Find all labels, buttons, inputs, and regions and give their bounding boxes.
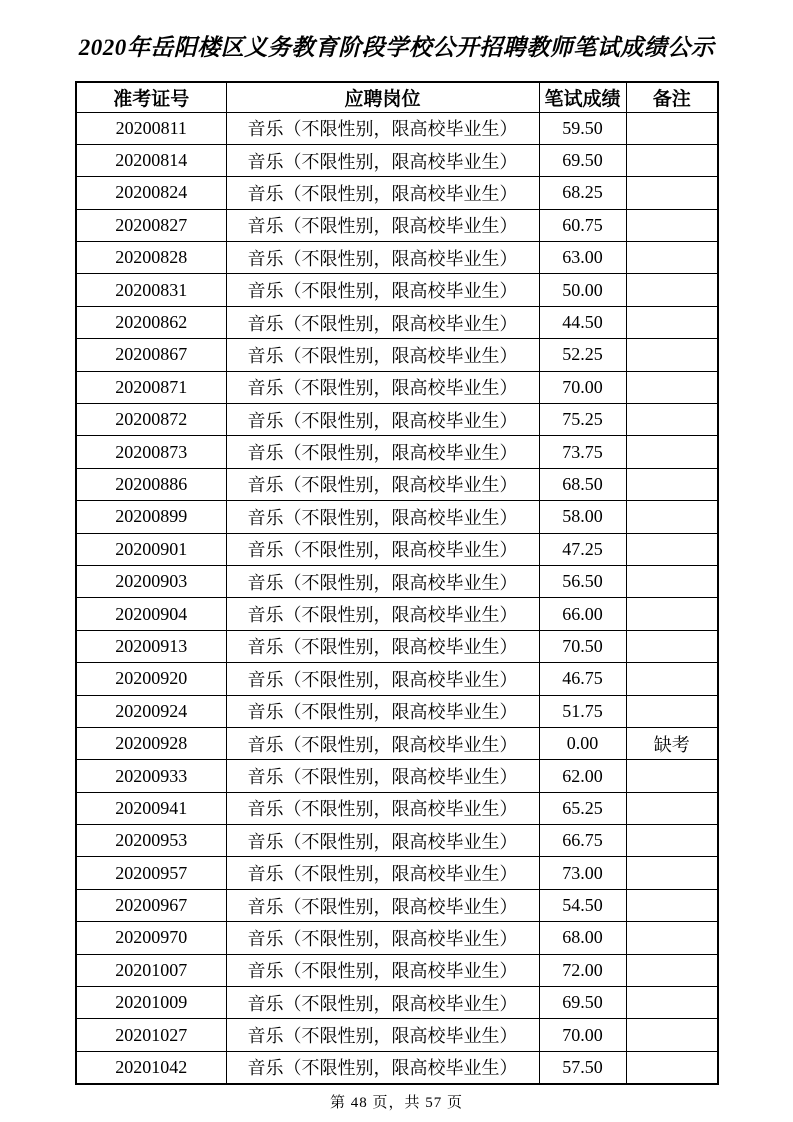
score-cell: 44.50	[539, 306, 626, 338]
remark-cell	[626, 1019, 718, 1051]
position-cell: 音乐（不限性别，限高校毕业生）	[226, 922, 539, 954]
score-cell: 60.75	[539, 209, 626, 241]
exam-number-cell: 20200953	[76, 825, 226, 857]
table-row	[76, 760, 718, 792]
position-cell: 音乐（不限性别，限高校毕业生）	[226, 727, 539, 759]
exam-number-cell: 20200814	[76, 144, 226, 176]
score-cell: 54.50	[539, 889, 626, 921]
position-cell: 音乐（不限性别，限高校毕业生）	[226, 306, 539, 338]
remark-cell	[626, 436, 718, 468]
position-cell: 音乐（不限性别，限高校毕业生）	[226, 242, 539, 274]
table-row	[76, 1051, 718, 1083]
table-row	[76, 598, 718, 630]
score-cell: 62.00	[539, 760, 626, 792]
position-cell: 音乐（不限性别，限高校毕业生）	[226, 501, 539, 533]
exam-number-cell: 20201009	[76, 987, 226, 1019]
table-row	[76, 533, 718, 565]
score-cell: 50.00	[539, 274, 626, 306]
table-row	[76, 112, 718, 144]
score-cell: 46.75	[539, 663, 626, 695]
remark-cell	[626, 177, 718, 209]
remark-cell	[626, 533, 718, 565]
position-cell: 音乐（不限性别，限高校毕业生）	[226, 565, 539, 597]
table-row	[76, 242, 718, 274]
table-row	[76, 663, 718, 695]
position-cell: 音乐（不限性别，限高校毕业生）	[226, 987, 539, 1019]
exam-number-cell: 20200901	[76, 533, 226, 565]
exam-number-cell: 20200920	[76, 663, 226, 695]
score-cell: 0.00	[539, 727, 626, 759]
position-cell: 音乐（不限性别，限高校毕业生）	[226, 436, 539, 468]
table-row	[76, 371, 718, 403]
exam-number-cell: 20200827	[76, 209, 226, 241]
position-cell: 音乐（不限性别，限高校毕业生）	[226, 760, 539, 792]
table-row	[76, 177, 718, 209]
score-cell: 73.00	[539, 857, 626, 889]
position-cell: 音乐（不限性别，限高校毕业生）	[226, 695, 539, 727]
exam-number-cell: 20200873	[76, 436, 226, 468]
remark-cell	[626, 274, 718, 306]
remark-cell	[626, 565, 718, 597]
position-cell: 音乐（不限性别，限高校毕业生）	[226, 598, 539, 630]
exam-number-cell: 20200886	[76, 468, 226, 500]
exam-number-cell: 20200941	[76, 792, 226, 824]
remark-cell	[626, 987, 718, 1019]
position-cell: 音乐（不限性别，限高校毕业生）	[226, 371, 539, 403]
table-row	[76, 695, 718, 727]
header-remark: 备注	[626, 82, 718, 112]
exam-number-cell: 20200824	[76, 177, 226, 209]
position-cell: 音乐（不限性别，限高校毕业生）	[226, 533, 539, 565]
table-row	[76, 889, 718, 921]
document-title: 2020年岳阳楼区义务教育阶段学校公开招聘教师笔试成绩公示	[78, 35, 715, 60]
exam-number-cell: 20200928	[76, 727, 226, 759]
table-row	[76, 565, 718, 597]
remark-cell: 缺考	[626, 727, 718, 759]
table-row	[76, 436, 718, 468]
table-row	[76, 727, 718, 759]
score-cell: 58.00	[539, 501, 626, 533]
remark-cell	[626, 112, 718, 144]
position-cell: 音乐（不限性别，限高校毕业生）	[226, 404, 539, 436]
remark-cell	[626, 404, 718, 436]
remark-cell	[626, 209, 718, 241]
exam-results-table	[75, 81, 719, 1085]
position-cell: 音乐（不限性别，限高校毕业生）	[226, 144, 539, 176]
exam-number-cell: 20200871	[76, 371, 226, 403]
exam-number-cell: 20200957	[76, 857, 226, 889]
header-position: 应聘岗位	[226, 82, 539, 112]
exam-number-cell: 20200899	[76, 501, 226, 533]
exam-number-cell: 20200831	[76, 274, 226, 306]
position-cell: 音乐（不限性别，限高校毕业生）	[226, 177, 539, 209]
position-cell: 音乐（不限性别，限高校毕业生）	[226, 889, 539, 921]
score-cell: 70.00	[539, 1019, 626, 1051]
position-cell: 音乐（不限性别，限高校毕业生）	[226, 112, 539, 144]
position-cell: 音乐（不限性别，限高校毕业生）	[226, 1019, 539, 1051]
score-cell: 70.50	[539, 630, 626, 662]
remark-cell	[626, 922, 718, 954]
exam-number-cell: 20200828	[76, 242, 226, 274]
table-row	[76, 954, 718, 986]
position-cell: 音乐（不限性别，限高校毕业生）	[226, 857, 539, 889]
exam-number-cell: 20200970	[76, 922, 226, 954]
score-cell: 56.50	[539, 565, 626, 597]
table-row	[76, 501, 718, 533]
remark-cell	[626, 792, 718, 824]
position-cell: 音乐（不限性别，限高校毕业生）	[226, 468, 539, 500]
exam-number-cell: 20201042	[76, 1051, 226, 1083]
header-exam-number: 准考证号	[76, 82, 226, 112]
remark-cell	[626, 501, 718, 533]
exam-number-cell: 20200967	[76, 889, 226, 921]
position-cell: 音乐（不限性别，限高校毕业生）	[226, 663, 539, 695]
score-cell: 69.50	[539, 987, 626, 1019]
score-cell: 68.50	[539, 468, 626, 500]
exam-number-cell: 20200933	[76, 760, 226, 792]
exam-number-cell: 20200913	[76, 630, 226, 662]
position-cell: 音乐（不限性别，限高校毕业生）	[226, 274, 539, 306]
table-row	[76, 468, 718, 500]
exam-number-cell: 20200904	[76, 598, 226, 630]
remark-cell	[626, 760, 718, 792]
remark-cell	[626, 468, 718, 500]
table-row	[76, 922, 718, 954]
remark-cell	[626, 1051, 718, 1083]
exam-number-cell: 20200862	[76, 306, 226, 338]
score-cell: 52.25	[539, 339, 626, 371]
exam-number-cell: 20200867	[76, 339, 226, 371]
position-cell: 音乐（不限性别，限高校毕业生）	[226, 209, 539, 241]
score-cell: 65.25	[539, 792, 626, 824]
score-cell: 66.00	[539, 598, 626, 630]
exam-number-cell: 20201007	[76, 954, 226, 986]
position-cell: 音乐（不限性别，限高校毕业生）	[226, 954, 539, 986]
score-cell: 70.00	[539, 371, 626, 403]
score-cell: 47.25	[539, 533, 626, 565]
remark-cell	[626, 371, 718, 403]
table-row	[76, 209, 718, 241]
remark-cell	[626, 663, 718, 695]
remark-cell	[626, 242, 718, 274]
remark-cell	[626, 144, 718, 176]
score-cell: 68.00	[539, 922, 626, 954]
position-cell: 音乐（不限性别，限高校毕业生）	[226, 630, 539, 662]
position-cell: 音乐（不限性别，限高校毕业生）	[226, 339, 539, 371]
table-row	[76, 144, 718, 176]
page-number-footer: 第 48 页，共 57 页	[329, 1094, 463, 1111]
header-score: 笔试成绩	[539, 82, 626, 112]
remark-cell	[626, 630, 718, 662]
position-cell: 音乐（不限性别，限高校毕业生）	[226, 1051, 539, 1083]
score-cell: 72.00	[539, 954, 626, 986]
remark-cell	[626, 889, 718, 921]
table-row	[76, 630, 718, 662]
score-cell: 73.75	[539, 436, 626, 468]
table-row	[76, 792, 718, 824]
remark-cell	[626, 857, 718, 889]
table-row	[76, 825, 718, 857]
table-header-row	[76, 82, 718, 112]
score-cell: 75.25	[539, 404, 626, 436]
score-cell: 59.50	[539, 112, 626, 144]
table-row	[76, 987, 718, 1019]
remark-cell	[626, 825, 718, 857]
exam-number-cell: 20200811	[76, 112, 226, 144]
table-row	[76, 404, 718, 436]
exam-number-cell: 20200903	[76, 565, 226, 597]
score-cell: 57.50	[539, 1051, 626, 1083]
exam-number-cell: 20200872	[76, 404, 226, 436]
table-row	[76, 306, 718, 338]
position-cell: 音乐（不限性别，限高校毕业生）	[226, 792, 539, 824]
score-cell: 63.00	[539, 242, 626, 274]
table-row	[76, 857, 718, 889]
table-row	[76, 339, 718, 371]
results-table-body	[76, 112, 718, 1084]
table-row	[76, 274, 718, 306]
exam-number-cell: 20200924	[76, 695, 226, 727]
score-cell: 51.75	[539, 695, 626, 727]
remark-cell	[626, 339, 718, 371]
remark-cell	[626, 306, 718, 338]
remark-cell	[626, 598, 718, 630]
position-cell: 音乐（不限性别，限高校毕业生）	[226, 825, 539, 857]
exam-number-cell: 20201027	[76, 1019, 226, 1051]
remark-cell	[626, 954, 718, 986]
score-cell: 66.75	[539, 825, 626, 857]
score-cell: 68.25	[539, 177, 626, 209]
score-cell: 69.50	[539, 144, 626, 176]
remark-cell	[626, 695, 718, 727]
table-row	[76, 1019, 718, 1051]
